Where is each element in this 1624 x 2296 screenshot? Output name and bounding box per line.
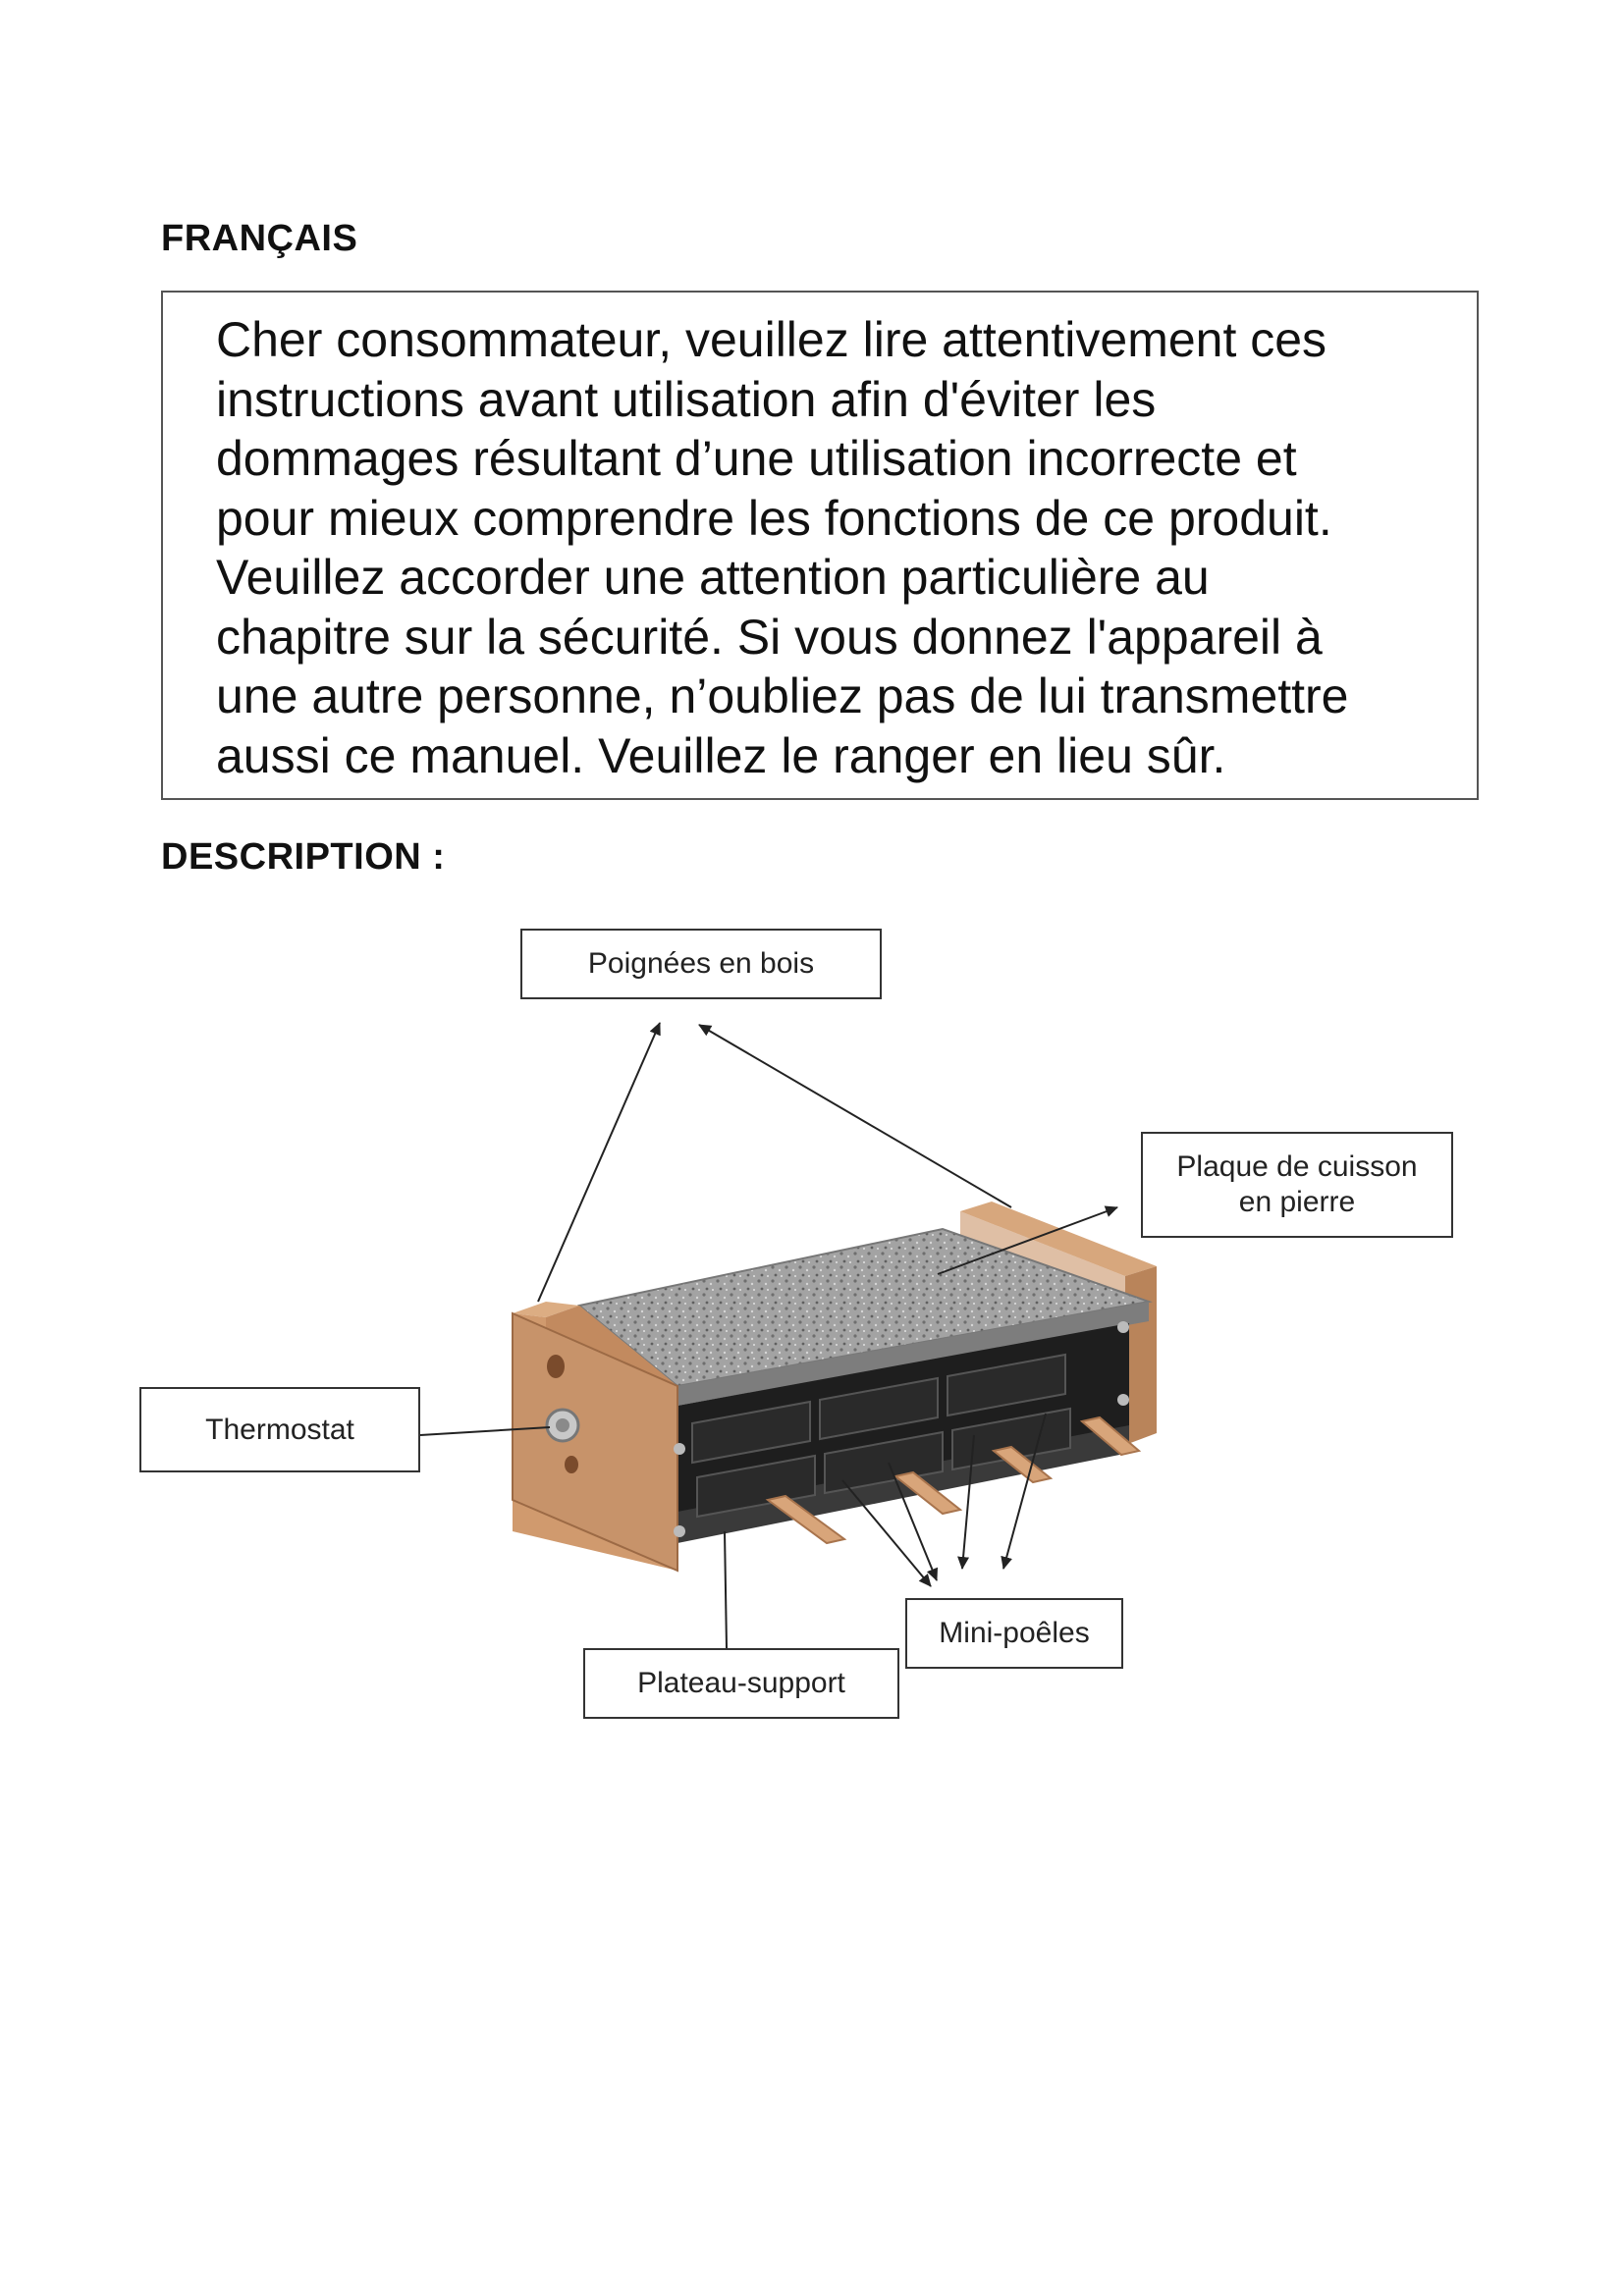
thermostat-line (420, 1427, 550, 1435)
left-wood-end-front (513, 1313, 677, 1571)
left-wood-end-top (513, 1302, 579, 1317)
thermostat-knob (547, 1410, 578, 1441)
mini-pan (820, 1378, 938, 1439)
pans-arrow-3 (962, 1435, 974, 1569)
description-heading: DESCRIPTION : (161, 836, 446, 878)
label-tray-text: Plateau-support (637, 1667, 845, 1699)
label-mini-pans-text: Mini-poêles (939, 1617, 1090, 1649)
pans-arrow-2 (889, 1463, 937, 1580)
mini-pan (825, 1432, 943, 1493)
left-wood-end-side (546, 1306, 677, 1553)
notice-line: une autre personne, n’oubliez pas de lui transmettre (216, 668, 1349, 723)
notice-line: pour mieux comprendre les fonctions de ce produit. (216, 490, 1332, 546)
pan-handles-group (768, 1417, 1139, 1543)
notice-line: dommages résultant d’une utilisation incorrecte et (216, 431, 1297, 486)
left-wood-end-hole (565, 1456, 578, 1473)
tray-line (725, 1531, 727, 1648)
left-wood-end-face (513, 1313, 677, 1571)
label-mini-pans (905, 1598, 1123, 1669)
label-stone-plate (1141, 1132, 1453, 1238)
label-tray (583, 1648, 899, 1719)
notice-line: chapitre sur la sécurité. Si vous donnez l'appareil à (216, 609, 1323, 665)
notice-line: Veuillez accorder une attention particulière au (216, 550, 1210, 605)
right-wood-end-back (960, 1211, 1125, 1445)
language-heading: FRANÇAIS (161, 218, 358, 259)
stone-plate-side (579, 1306, 677, 1406)
thermostat-knob-center (556, 1418, 569, 1432)
pan-handle (768, 1496, 844, 1543)
mini-pans-group (692, 1355, 1070, 1517)
mini-pan (947, 1355, 1065, 1415)
notice-text (216, 310, 1434, 785)
screw (674, 1443, 685, 1455)
leader-lines (420, 1023, 1117, 1648)
label-stone-plate-line2: en pierre (1238, 1186, 1356, 1218)
tray-base (677, 1425, 1129, 1543)
notice-line: aussi ce manuel. Veuillez le ranger en lieu sûr. (216, 727, 1226, 783)
label-wooden-handles (520, 929, 882, 999)
plate-arrow (938, 1207, 1117, 1274)
screw (674, 1525, 685, 1537)
screw (1117, 1394, 1129, 1406)
label-thermostat (139, 1387, 420, 1472)
label-stone-plate-line1: Plaque de cuisson (1176, 1150, 1418, 1183)
notice-line: instructions avant utilisation afin d'éviter les (216, 371, 1157, 427)
grill-body (677, 1323, 1129, 1533)
stone-plate-top (579, 1229, 1149, 1386)
pans-arrow-1 (842, 1480, 931, 1586)
stone-plate-edge (677, 1302, 1149, 1406)
handles-arrow-right (699, 1025, 1011, 1207)
label-thermostat-text: Thermostat (205, 1413, 354, 1446)
label-wooden-handles-text: Poignées en bois (587, 947, 815, 980)
left-wood-end-hole (547, 1355, 565, 1378)
pans-arrow-4 (1003, 1414, 1046, 1569)
notice-box (161, 291, 1479, 800)
mini-pan (692, 1402, 810, 1463)
mini-pan (697, 1456, 815, 1517)
handles-arrow-left (538, 1023, 660, 1302)
mini-pan (952, 1409, 1070, 1469)
pan-handle (994, 1447, 1051, 1482)
screw (1117, 1321, 1129, 1333)
pan-handle (895, 1472, 960, 1514)
pan-handle (1082, 1417, 1139, 1455)
notice-line: Cher consommateur, veuillez lire attentivement ces (216, 312, 1327, 367)
raclette-grill-illustration (513, 1201, 1157, 1571)
right-wood-end-top (960, 1201, 1157, 1276)
right-wood-end-face (1125, 1266, 1157, 1445)
